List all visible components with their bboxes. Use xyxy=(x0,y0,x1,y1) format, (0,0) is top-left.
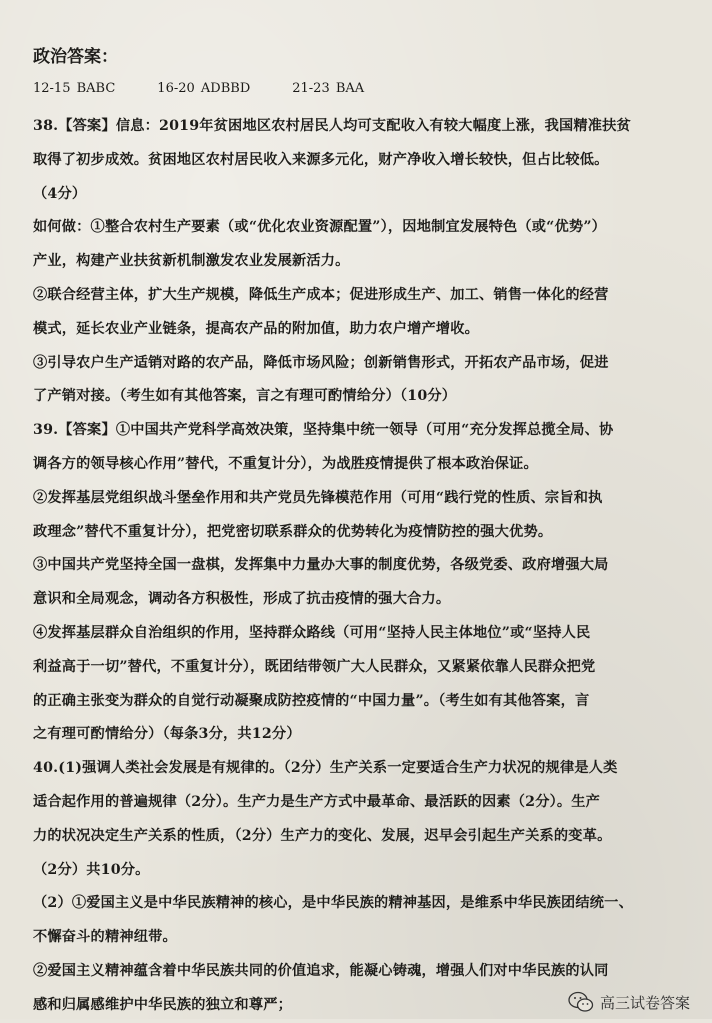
text-line: ④发挥基层群众自治组织的作用，坚持群众路线（可用“坚持人民主体地位”或“坚持人民 xyxy=(33,624,591,641)
text-line: 了产销对接。（考生如有其他答案，言之有理可酌情给分）（10分） xyxy=(33,388,457,405)
mc-group-3: 21-23 BAA xyxy=(292,81,365,96)
text-line: ③中国共产党坚持全国一盘棋，发挥集中力量办大事的制度优势，各级党委、政府增强大局 xyxy=(33,557,609,574)
mc-group-1: 12-15 BABC xyxy=(33,81,116,96)
text-line: ②发挥基层党组织战斗堡垒作用和共产党员先锋模范作用（可用“践行党的性质、宗旨和执 xyxy=(33,489,603,506)
text-line: ③引导农户生产适销对路的农产品，降低市场风险；创新销售形式，开拓农产品市场，促进 xyxy=(33,354,609,371)
mc-group-2: 16-20 ADBBD xyxy=(157,81,251,96)
text-line: 取得了初步成效。贫困地区农村居民收入来源多元化，财产净收入增长较快，但占比较低。 xyxy=(33,151,609,168)
text-line: 38.【答案】信息：2019年贫困地区农村居民人均可支配收入有较大幅度上涨，我国精准扶贫 xyxy=(33,118,631,134)
text-line: 意识和全局观念，调动各方积极性，形成了抗击疫情的强大合力。 xyxy=(33,591,451,608)
text-line: 感和归属感维护中华民族的独立和尊严； xyxy=(33,996,292,1013)
text-line: 如何做：①整合农村生产要素（或“优化农业资源配置”），因地制宜发展特色（或“优势”） xyxy=(33,219,607,236)
text-line: ②爱国主义精神蕴含着中华民族共同的价值追求，能凝心铸魂，增强人们对中华民族的认同 xyxy=(33,962,609,979)
text-line: 39.【答案】①中国共产党科学高效决策，坚持集中统一领导（可用“充分发挥总揽全局、协 xyxy=(33,422,614,439)
watermark xyxy=(568,991,690,1013)
text-line: 利益高于一切”替代，不重复计分），既团结带领广大人民群众，又紧紧依靠人民群众把党 xyxy=(33,658,596,675)
watermark-text: 高三试卷答案 xyxy=(599,993,690,1012)
text-line: ②联合经营主体，扩大生产规模，降低生产成本；促进形成生产、加工、销售一体化的经营 xyxy=(33,286,609,303)
text-line: （2）①爱国主义是中华民族精神的核心，是中华民族的精神基因，是维系中华民族团结统一、 xyxy=(33,895,633,912)
text-line: 政理念”替代不重复计分），把党密切联系群众的优势转化为疫情防控的强大优势。 xyxy=(33,523,553,540)
text-line: 力的状况决定生产关系的性质，（2分）生产力的变化、发展，迟早会引起生产关系的变革。 xyxy=(33,827,612,844)
answer-lines xyxy=(33,110,693,1023)
page-title: 政治答案： xyxy=(33,47,118,67)
text-line: 模式，延长农业产业链条，提高农产品的附加值，助力农户增产增收。 xyxy=(33,320,480,337)
text-line: 不懈奋斗的精神纽带。 xyxy=(33,929,177,946)
text-line: 调各方的领导核心作用”替代，不重复计分），为战胜疫情提供了根本政治保证。 xyxy=(33,455,538,472)
wechat-icon xyxy=(568,991,594,1013)
text-line: （4分） xyxy=(33,185,87,202)
text-line: 产业，构建产业扶贫新机制激发农业发展新活力。 xyxy=(33,253,350,270)
text-line: 的正确主张变为群众的自觉行动凝聚成防控疫情的“中国力量”。（考生如有其他答案，言 xyxy=(33,692,590,709)
text-line: 40.(1)强调人类社会发展是有规律的。（2分）生产关系一定要适合生产力状况的规律是人类 xyxy=(33,760,618,777)
multiple-choice-answers xyxy=(33,78,693,100)
text-line: 适合起作用的普遍规律（2分）。生产力是生产方式中最革命、最活跃的因素（2分）。生产 xyxy=(33,793,601,810)
text-line: （2分）共10分。 xyxy=(33,861,150,878)
text-line: 之有理可酌情给分）（每条3分，共12分） xyxy=(33,726,301,743)
answer-content xyxy=(33,46,693,1023)
